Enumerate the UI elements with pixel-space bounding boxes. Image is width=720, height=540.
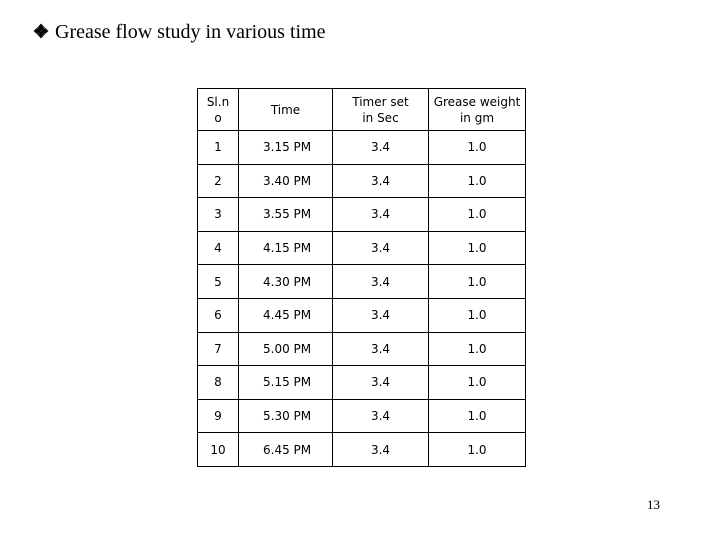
cell-grease-weight: 1.0: [429, 366, 526, 400]
cell-timer-set: 3.4: [333, 433, 429, 467]
cell-sl-no: 5: [198, 265, 239, 299]
cell-timer-set: 3.4: [333, 399, 429, 433]
cell-grease-weight: 1.0: [429, 298, 526, 332]
cell-timer-set: 3.4: [333, 366, 429, 400]
diamond-bullet-icon: [33, 23, 49, 39]
table-row: [198, 265, 526, 299]
cell-time: 5.00 PM: [239, 332, 333, 366]
cell-grease-weight: 1.0: [429, 164, 526, 198]
table-row: [198, 332, 526, 366]
table-row: [198, 298, 526, 332]
cell-time: 3.15 PM: [239, 131, 333, 165]
slide-title: [33, 20, 326, 44]
header-timer-set: Timer set in Sec: [333, 89, 429, 131]
slide-title-text: Grease flow study in various time: [55, 21, 326, 43]
cell-time: 4.45 PM: [239, 298, 333, 332]
table-row: [198, 198, 526, 232]
header-sl-no: Sl.n o: [198, 89, 239, 131]
table-row: [198, 231, 526, 265]
cell-grease-weight: 1.0: [429, 433, 526, 467]
table-header-row: [198, 89, 526, 131]
cell-sl-no: 4: [198, 231, 239, 265]
cell-grease-weight: 1.0: [429, 332, 526, 366]
cell-grease-weight: 1.0: [429, 265, 526, 299]
table-row: [198, 366, 526, 400]
cell-time: 5.15 PM: [239, 366, 333, 400]
table-row: [198, 399, 526, 433]
cell-grease-weight: 1.0: [429, 231, 526, 265]
grease-flow-table: [197, 88, 526, 467]
header-time: Time: [239, 89, 333, 131]
cell-sl-no: 1: [198, 131, 239, 165]
cell-grease-weight: 1.0: [429, 399, 526, 433]
cell-time: 4.30 PM: [239, 265, 333, 299]
table-row: [198, 164, 526, 198]
cell-timer-set: 3.4: [333, 231, 429, 265]
cell-grease-weight: 1.0: [429, 131, 526, 165]
cell-grease-weight: 1.0: [429, 198, 526, 232]
cell-sl-no: 7: [198, 332, 239, 366]
cell-timer-set: 3.4: [333, 332, 429, 366]
cell-sl-no: 2: [198, 164, 239, 198]
cell-sl-no: 8: [198, 366, 239, 400]
cell-time: 4.15 PM: [239, 231, 333, 265]
cell-time: 3.40 PM: [239, 164, 333, 198]
cell-sl-no: 6: [198, 298, 239, 332]
cell-timer-set: 3.4: [333, 131, 429, 165]
cell-time: 5.30 PM: [239, 399, 333, 433]
cell-timer-set: 3.4: [333, 164, 429, 198]
table-row: [198, 131, 526, 165]
cell-timer-set: 3.4: [333, 198, 429, 232]
table-row: [198, 433, 526, 467]
cell-sl-no: 9: [198, 399, 239, 433]
cell-sl-no: 3: [198, 198, 239, 232]
cell-sl-no: 10: [198, 433, 239, 467]
cell-timer-set: 3.4: [333, 298, 429, 332]
cell-time: 6.45 PM: [239, 433, 333, 467]
header-grease-weight: Grease weight in gm: [429, 89, 526, 131]
cell-timer-set: 3.4: [333, 265, 429, 299]
page-number: 13: [647, 497, 660, 512]
cell-time: 3.55 PM: [239, 198, 333, 232]
